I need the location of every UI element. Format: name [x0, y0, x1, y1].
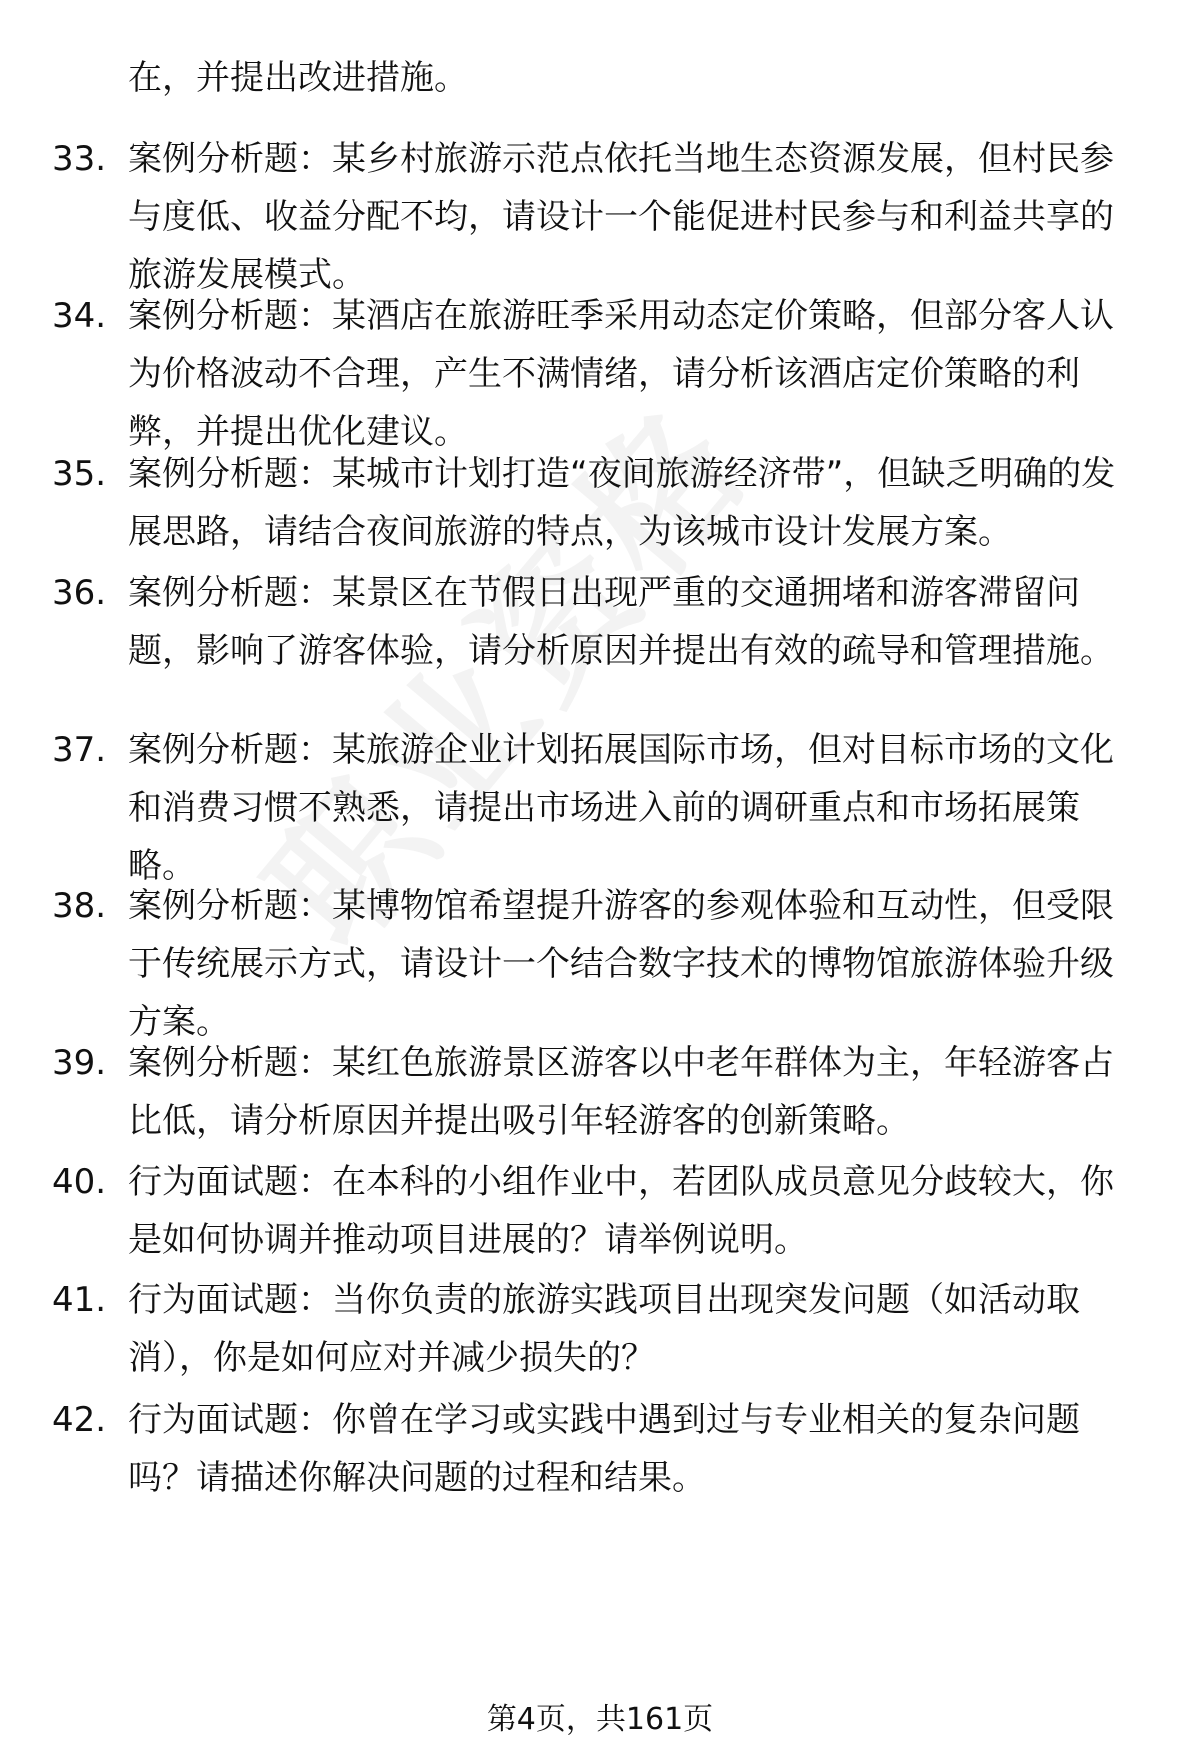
question-text: 案例分析题：某酒店在旅游旺季采用动态定价策略，但部分客人认为价格波动不合理，产生不满情绪，请分析该酒店定价策略的利弊，并提出优化建议。	[128, 296, 1114, 452]
question-number: 34.	[52, 296, 107, 336]
carryover-text: 在，并提出改进措施。	[128, 58, 468, 98]
question-text: 行为面试题：在本科的小组作业中，若团队成员意见分歧较大，你是如何协调并推动项目进展的？请举例说明。	[128, 1162, 1114, 1260]
question-text: 行为面试题：你曾在学习或实践中遇到过与专业相关的复杂问题吗？请描述你解决问题的过程和结果。	[128, 1400, 1080, 1498]
question-text: 案例分析题：某城市计划打造“夜间旅游经济带”，但缺乏明确的发展思路，请结合夜间旅游的特点，为该城市设计发展方案。	[128, 454, 1116, 552]
question-number: 40.	[52, 1162, 107, 1202]
question-text: 行为面试题：当你负责的旅游实践项目出现突发问题（如活动取消），你是如何应对并减少损失的？	[128, 1280, 1080, 1378]
question-number: 36.	[52, 573, 107, 613]
question-text: 案例分析题：某旅游企业计划拓展国际市场，但对目标市场的文化和消费习惯不熟悉，请提出市场进入前的调研重点和市场拓展策略。	[128, 730, 1114, 886]
question-number: 42.	[52, 1400, 107, 1440]
question-text: 案例分析题：某乡村旅游示范点依托当地生态资源发展，但村民参与度低、收益分配不均，请设计一个能促进村民参与和利益共享的旅游发展模式。	[128, 139, 1114, 295]
question-number: 33.	[52, 139, 107, 179]
page-footer: 第4页，共161页	[486, 1702, 714, 1737]
question-text: 案例分析题：某景区在节假日出现严重的交通拥堵和游客滞留问题，影响了游客体验，请分析原因并提出有效的疏导和管理措施。	[128, 573, 1114, 671]
question-text: 案例分析题：某红色旅游景区游客以中老年群体为主，年轻游客占比低，请分析原因并提出吸引年轻游客的创新策略。	[128, 1043, 1114, 1141]
question-number: 38.	[52, 886, 107, 926]
question-number: 39.	[52, 1043, 107, 1083]
question-number: 41.	[52, 1280, 107, 1320]
question-text: 案例分析题：某博物馆希望提升游客的参观体验和互动性，但受限于传统展示方式，请设计一个结合数字技术的博物馆旅游体验升级方案。	[128, 886, 1114, 1042]
question-number: 35.	[52, 454, 107, 494]
question-number: 37.	[52, 730, 107, 770]
